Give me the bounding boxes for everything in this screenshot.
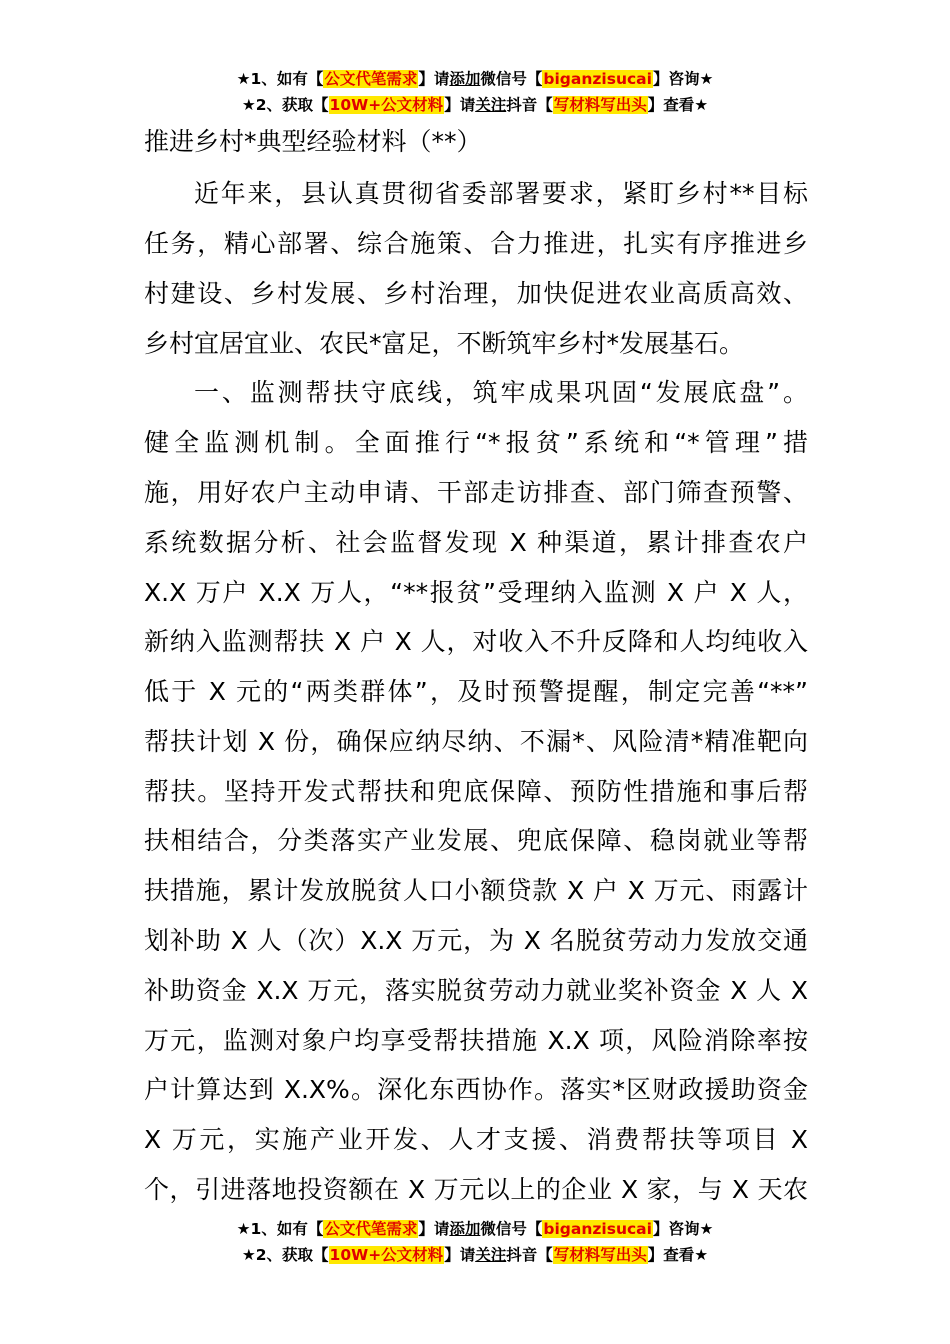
paragraph-line: 补助资金 X.X 万元，落实脱贫劳动力就业奖补资金 X 人 X: [144, 976, 808, 1005]
promo-highlight: 写材料写出头: [553, 1246, 647, 1264]
promo-highlight: 10W+公文材料: [329, 96, 444, 114]
promo-underlined: 关注: [475, 1246, 507, 1264]
paragraph-line: 扶相结合，分类落实产业发展、兜底保障、稳岗就业等帮: [144, 826, 808, 855]
paragraph-line: 帮扶计划 X 份，确保应纳尽纳、不漏*、风险清*精准靶向: [144, 727, 808, 756]
promo-text: 】咨询★: [652, 70, 714, 88]
promo-text: 】查看★: [647, 1246, 709, 1264]
promo-text: ★1、如有【: [236, 1220, 324, 1238]
promo-banner-bottom: [0, 1216, 950, 1268]
paragraph-line: 任务，精心部署、综合施策、合力推进，扎实有序推进乡: [144, 229, 808, 258]
promo-text: 】请: [444, 1246, 476, 1264]
promo-underlined: 关注: [475, 96, 507, 114]
paragraph-line: 系统数据分析、社会监督发现 X 种渠道，累计排查农户: [144, 528, 808, 557]
promo-text: 抖音【: [506, 1246, 553, 1264]
paragraph-line: 划补助 X 人（次）X.X 万元，为 X 名脱贫劳动力发放交通: [144, 926, 808, 955]
promo-highlight: biganzisucai: [543, 1220, 652, 1238]
promo-highlight: 10W+公文材料: [329, 1246, 444, 1264]
paragraph-line: 万元，监测对象户均享受帮扶措施 X.X 项，风险消除率按: [144, 1026, 808, 1055]
promo-text: 】查看★: [647, 96, 709, 114]
paragraph-line: 帮扶。坚持开发式帮扶和兜底保障、预防性措施和事后帮: [144, 777, 808, 806]
paragraph-line: 户计算达到 X.X%。深化东西协作。落实*区财政援助资金: [144, 1075, 808, 1104]
promo-line-2: [0, 92, 950, 118]
document-title: 推进乡村*典型经验材料（**）: [144, 127, 482, 156]
promo-line-1: [0, 66, 950, 92]
promo-text: 微信号【: [480, 1220, 543, 1238]
promo-line-1: [0, 1216, 950, 1242]
paragraph-line: 个，引进落地投资额在 X 万元以上的企业 X 家，与 X 天农: [144, 1175, 808, 1204]
promo-underlined: 添加: [449, 70, 481, 88]
paragraph-line: 低于 X 元的“两类群体”，及时预警提醒，制定完善“**”: [144, 677, 808, 706]
promo-highlight: biganzisucai: [543, 70, 652, 88]
paragraph-line: 施，用好农户主动申请、干部走访排查、部门筛查预警、: [144, 478, 808, 507]
paragraph-line: 扶措施，累计发放脱贫人口小额贷款 X 户 X 万元、雨露计: [144, 876, 808, 905]
section-heading: 一、监测帮扶守底线，筑牢成果巩固“发展底盘”。: [194, 378, 808, 407]
paragraph-line: 健全监测机制。全面推行“*报贫”系统和“*管理”措: [144, 428, 808, 457]
promo-text: 】咨询★: [652, 1220, 714, 1238]
promo-text: ★2、获取【: [241, 96, 329, 114]
promo-highlight: 公文代笔需求: [324, 70, 418, 88]
promo-underlined: 添加: [449, 1220, 481, 1238]
promo-line-2: [0, 1242, 950, 1268]
promo-highlight: 公文代笔需求: [324, 1220, 418, 1238]
promo-text: ★2、获取【: [241, 1246, 329, 1264]
promo-text: 】请: [444, 96, 476, 114]
paragraph-line: X 万元，实施产业开发、人才支援、消费帮扶等项目 X: [144, 1125, 808, 1154]
paragraph-line: 近年来，县认真贯彻省委部署要求，紧盯乡村**目标: [194, 179, 808, 208]
paragraph-line: 乡村宜居宜业、农民*富足，不断筑牢乡村*发展基石。: [144, 329, 745, 358]
promo-text: 微信号【: [480, 70, 543, 88]
promo-text: 抖音【: [506, 96, 553, 114]
promo-text: 】请: [418, 70, 450, 88]
promo-banner-top: [0, 66, 950, 118]
paragraph-line: 村建设、乡村发展、乡村治理，加快促进农业高质高效、: [144, 279, 808, 308]
paragraph-line: X.X 万户 X.X 万人，“**报贫”受理纳入监测 X 户 X 人，: [144, 578, 808, 607]
promo-text: 】请: [418, 1220, 450, 1238]
promo-highlight: 写材料写出头: [553, 96, 647, 114]
promo-text: ★1、如有【: [236, 70, 324, 88]
paragraph-line: 新纳入监测帮扶 X 户 X 人，对收入不升反降和人均纯收入: [144, 627, 808, 656]
